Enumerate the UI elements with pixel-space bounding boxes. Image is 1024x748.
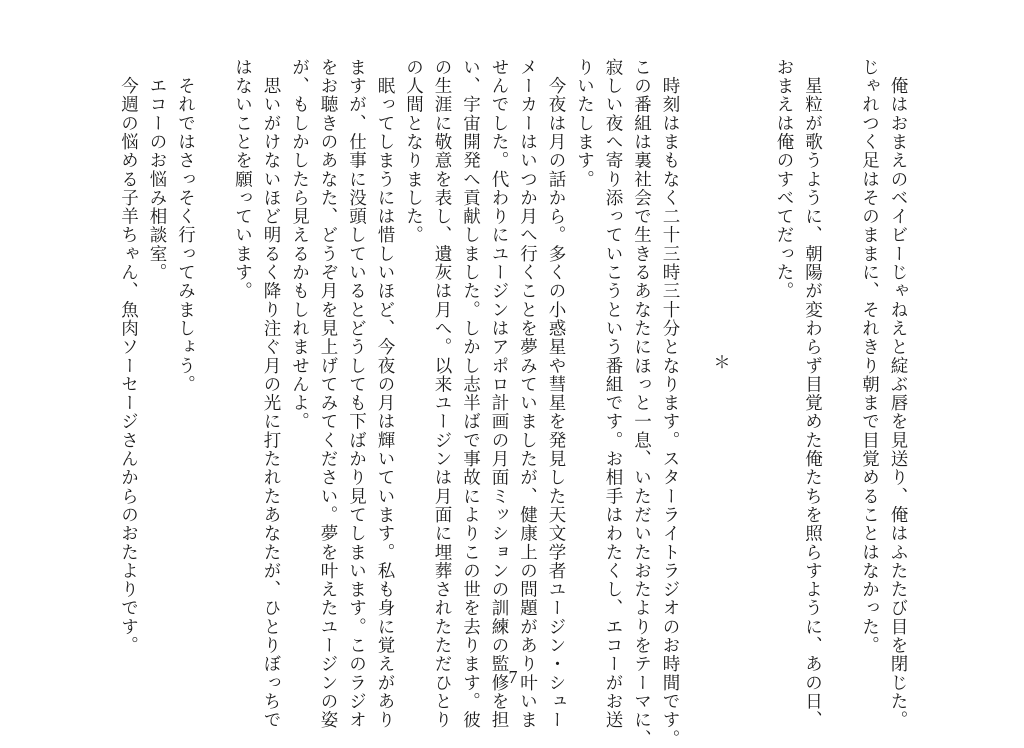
- page-number: 7: [508, 667, 518, 687]
- text-line: 時刻はまもなく二十三時三十分となります。スターライトラジオのお時間です。: [660, 58, 680, 748]
- text-line: それではさっそく行ってみましょう。: [175, 58, 196, 394]
- text-line: メーカーはいつか月へ行くことを夢みていましたが、健康上の問題があり叶いま: [517, 58, 538, 730]
- text-line: りいたします。: [574, 58, 595, 189]
- text-line: をお聴きのあなた、どうぞ月を見上げてみてください。夢を叶えたユージンの姿: [318, 58, 338, 730]
- text-line: の人間となりました。: [403, 58, 424, 245]
- text-line: じゃれつく足はそのままに、それきり朝まで目覚めることはなかった。: [859, 58, 880, 655]
- text-line: 星粒が歌うように、朝陽が変わらず目覚めた俺たちを照らすように、あの日、: [802, 58, 823, 730]
- text-line: 今週の悩める子羊ちゃん、魚肉ソーセージさんからのおたよりです。: [118, 58, 139, 655]
- text-line: エコーのお悩み相談室。: [147, 58, 167, 282]
- text-line: はないことを願っています。: [232, 58, 253, 301]
- text-line: 寂しい夜へ寄り添っていこうという番組です。お相手はわたくし、エコーがお送: [603, 58, 623, 730]
- text-line: 俺はおまえのベイビーじゃねえと綻ぶ唇を見送り、俺はふたたび目を閉じた。: [888, 58, 908, 730]
- text-line: ますが、仕事に没頭しているとどうしても下ばかり見てしまいます。このラジオ: [346, 58, 367, 730]
- text-line: おまえは俺のすべてだった。: [774, 58, 794, 301]
- text-line: い、宇宙開発へ貢献しました。しかし志半ばで事故によりこの世を去ります。彼: [460, 58, 481, 730]
- text-line: せんでした。代わりにユージンはアポロ計画の月面ミッションの訓練の監修を担: [489, 58, 509, 730]
- section-separator: ＊: [713, 353, 731, 373]
- text-line: が、もしかしたら見えるかもしれませんよ。: [289, 58, 310, 431]
- text-line: の生涯に敬意を表し、遺灰は月へ。以来ユージンは月面に埋葬されたただひとり: [432, 58, 452, 730]
- text-line: 眠ってしまうには惜しいほど、今夜の月は輝いています。私も身に覚えがあり: [375, 58, 395, 730]
- text-line: この番組は裏社会で生きるあなたにほっと一息、いただいたおたよりをテーマに、: [631, 58, 652, 748]
- text-line: 思いがけないほど明るく降り注ぐ月の光に打たれたあなたが、ひとりぼっちで: [261, 58, 281, 730]
- text-line: 今夜は月の話から。多くの小惑星や彗星を発見した天文学者ユージン・シュー: [546, 58, 566, 730]
